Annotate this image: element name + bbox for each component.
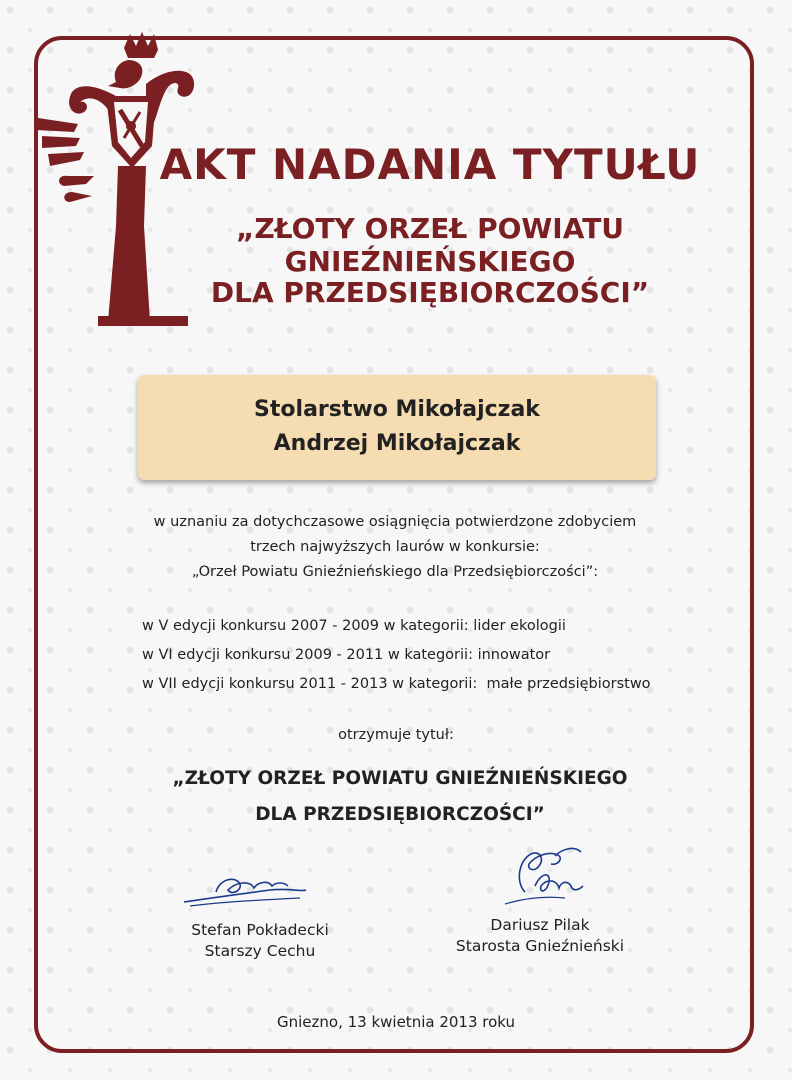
signatory-left-name: Stefan Pokładecki: [191, 921, 329, 939]
recipient-box: [138, 375, 656, 480]
receives-label: otrzymuje tytuł:: [338, 727, 454, 743]
edition-item: w VII edycji konkursu 2011 - 2013 w kategorii: małe przedsiębiorstwo: [142, 676, 651, 692]
editions-list: [142, 612, 651, 699]
intro-line-2: trzech najwyższych laurów w konkursie:: [250, 539, 540, 555]
intro-line-1: w uznaniu za dotychczasowe osiągnięcia potwierdzone zdobyciem: [153, 514, 637, 530]
signatory-left: [160, 920, 360, 962]
certificate-subtitle-line2: DLA PRZEDSIĘBIORCZOŚCI”: [210, 276, 650, 309]
date-line: Gniezno, 13 kwietnia 2013 roku: [276, 1013, 516, 1031]
certificate-subtitle-line1: „ZŁOTY ORZEŁ POWIATU GNIEŹNIEŃSKIEGO: [235, 212, 625, 278]
intro-line-3: „Orzeł Powiatu Gnieźnieńskiego dla Przedsiębiorczości”:: [191, 564, 599, 580]
signatory-left-role: Starszy Cechu: [204, 942, 316, 960]
edition-item: w V edycji konkursu 2007 - 2009 w kategorii: lider ekologii: [142, 618, 566, 634]
recipient-person: Andrzej Mikołajczak: [273, 431, 521, 456]
signatory-right-name: Dariusz Pilak: [490, 916, 590, 934]
award-title-line2: DLA PRZEDSIĘBIORCZOŚCI”: [255, 804, 545, 825]
award-title-line1: „ZŁOTY ORZEŁ POWIATU GNIEŹNIEŃSKIEGO: [172, 768, 628, 789]
signature-left: [180, 868, 310, 908]
edition-item: w VI edycji konkursu 2009 - 2011 w kategorii: innowator: [142, 647, 551, 663]
intro-text: [110, 510, 680, 585]
recipient-company: Stolarstwo Mikołajczak: [254, 397, 540, 422]
signature-right: [495, 842, 595, 912]
certificate-title: AKT NADANIA TYTUŁU: [159, 140, 701, 189]
signatory-right-role: Starosta Gnieźnieński: [455, 937, 625, 955]
signatory-right: [440, 915, 640, 957]
